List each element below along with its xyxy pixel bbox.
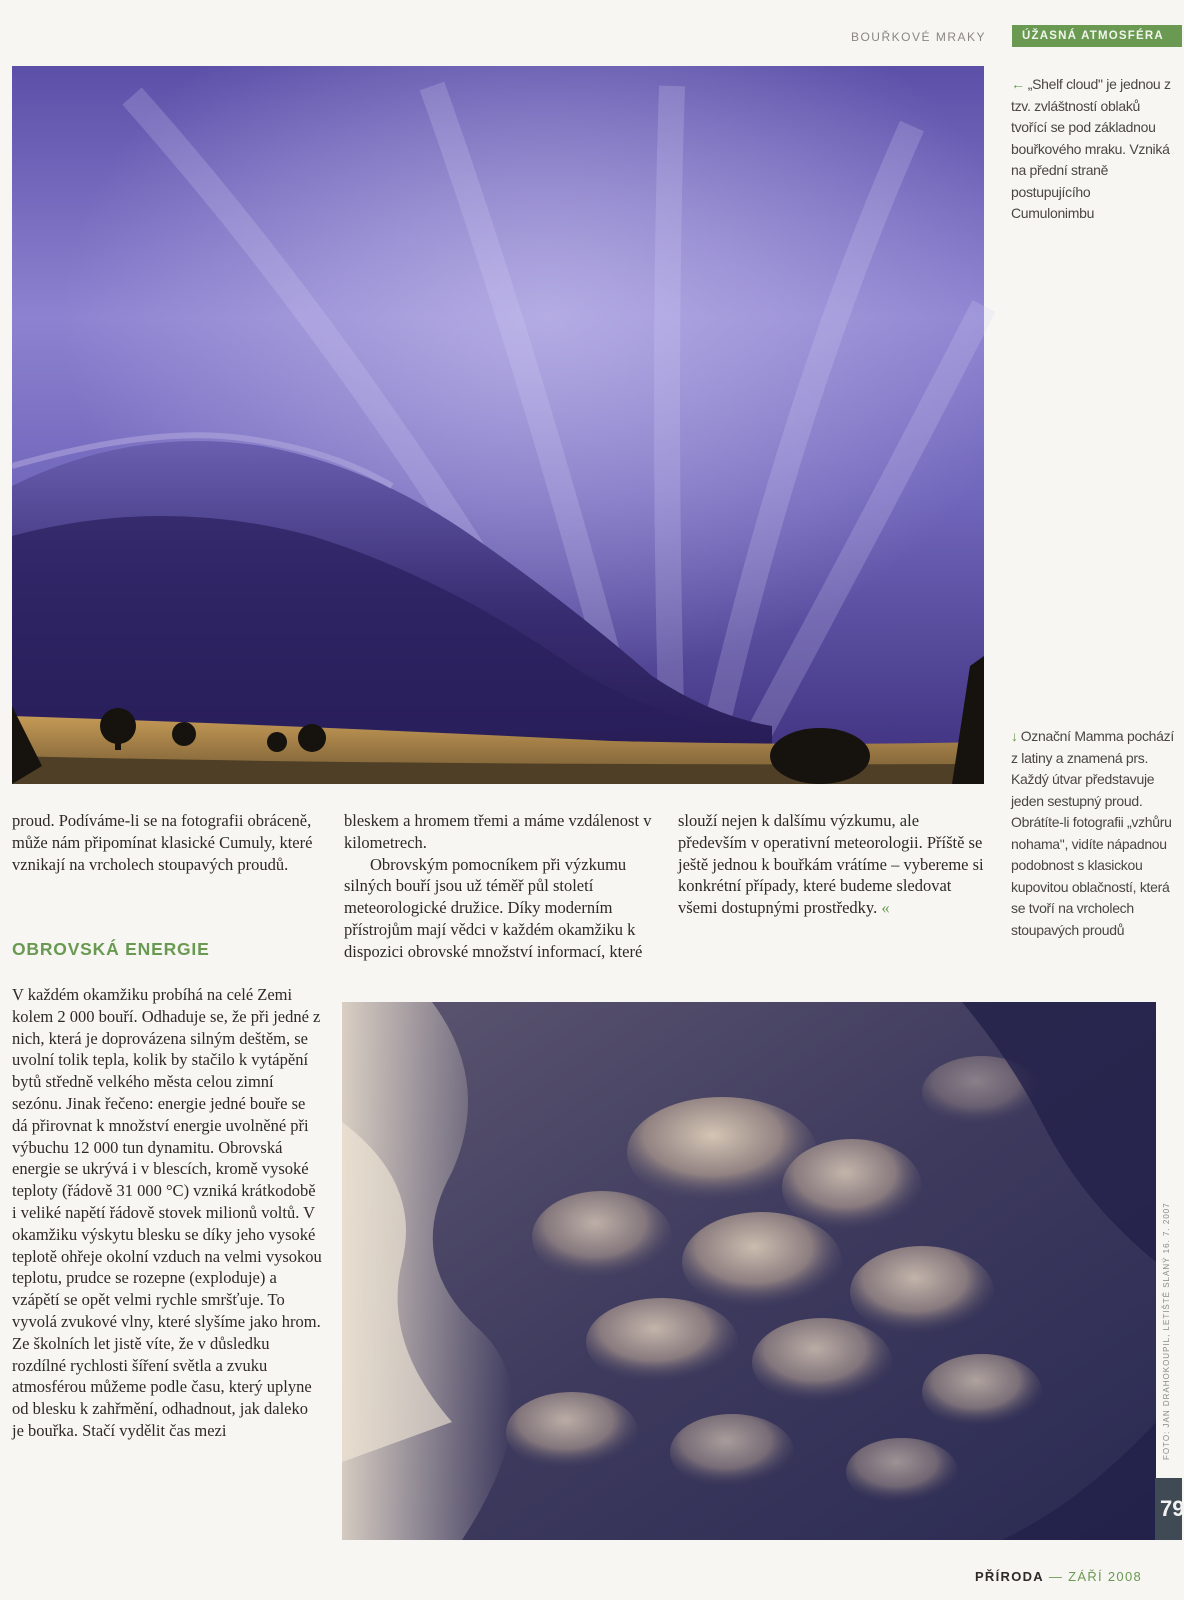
caption-text: Označní Mamma pochází z latiny a znamená prs. Každý útvar představuje jeden sestupný proud. Obrátíte-li fotografii „vzhůru nohama", vidíte nápadnou podobnost s klasickou kupovitou oblačností, která se tvoří na vrcholech stoupavých proudů [1011, 728, 1174, 938]
caption-mammatus [1011, 726, 1176, 941]
paragraph: bleskem a hromem třemi a máme vzdálenost v kilometrech. [344, 811, 652, 852]
caption-shelf-cloud [1011, 74, 1176, 225]
footer-separator: — [1048, 1569, 1064, 1584]
paragraph: slouží nejen k dalšímu výzkumu, ale především v operativní meteorologii. Příště se ještě jednou k bouřkám vrátíme – vybereme si konkrétní případy, které budeme sledovat všemi dostupnými prostředky. « [678, 811, 984, 918]
mammatus-cloud-photo [342, 1002, 1156, 1540]
article-column-1-intro [12, 810, 324, 875]
magazine-name: PŘÍRODA [974, 1569, 1044, 1584]
article-column-2 [344, 810, 654, 963]
paragraph: Obrovským pomocníkem při výzkumu silných bouří jsou už téměř půl století meteorologické družice. Díky moderním přístrojům mají vědci v každém okamžiku k dispozici obrovské množství informací, které [344, 854, 643, 961]
subheading: OBROVSKÁ ENERGIE [12, 939, 210, 959]
mammatus-image [342, 1002, 1156, 1540]
down-arrow-icon: ↓ [1011, 728, 1018, 744]
section-title: BOUŘKOVÉ MRAKY [850, 30, 986, 44]
rubric-badge: ÚŽASNÁ ATMOSFÉRA [1012, 25, 1182, 47]
issue-date: ZÁŘÍ 2008 [1068, 1569, 1142, 1584]
shelf-cloud-image [12, 66, 984, 784]
page-footer [930, 1569, 1142, 1584]
article-column-1-body [12, 984, 324, 1442]
caption-text: „Shelf cloud" je jednou z tzv. zvláštností oblaků tvořící se pod základnou bouřkového mraku. Vzniká na přední straně postupujícího Cumulonimbu [1011, 76, 1171, 221]
photo-credit: FOTO: JAN DRAHOKOUPIL, LETIŠTĚ SLANÝ 16. 7. 2007 [1162, 1202, 1171, 1460]
page-number: 79 [1155, 1478, 1182, 1540]
shelf-cloud-photo [12, 66, 984, 784]
paragraph: V každém okamžiku probíhá na celé Zemi kolem 2 000 bouří. Odhaduje se, že při jedné z nich, která je doprovázena silným deštěm, se uvolní tolik tepla, kolik by stačilo k vytápění bytů středně velkého města celou zimní sezónu. Jinak řečeno: energie jedné bouře se dá přirovnat k množství energie uvolněné při výbuchu 12 000 tun dynamitu. Obrovská energie se ukrývá i v blescích, kromě vysoké teploty (řádově 31 000 °C) vzniká krátkodobě i veliké napětí řádově stovek milionů voltů. V okamžiku výskytu blesku se díky jeho vysoké teplotě ohřeje okolní vzduch na velmi vysokou teplotu, prudce se rozepne (exploduje) a vzápětí se opět velmi rychle smršťuje. To vyvolá zvukové vlny, které slyšíme jako hrom. Ze školních let jistě víte, že v důsledku rozdílné rychlosti šíření světla a zvuku atmosférou můžeme podle času, který uplyne od blesku k zahřmění, odhadnout, jak daleko je bouřka. Stačí vydělit čas mezi [12, 985, 322, 1440]
paragraph: proud. Podíváme-li se na fotografii obráceně, může nám připomínat klasické Cumuly, které vznikají na vrcholech stoupavých proudů. [12, 811, 313, 874]
left-arrow-icon: ← [1011, 76, 1025, 92]
article-column-3 [678, 810, 990, 919]
end-of-article-icon: « [881, 898, 890, 918]
